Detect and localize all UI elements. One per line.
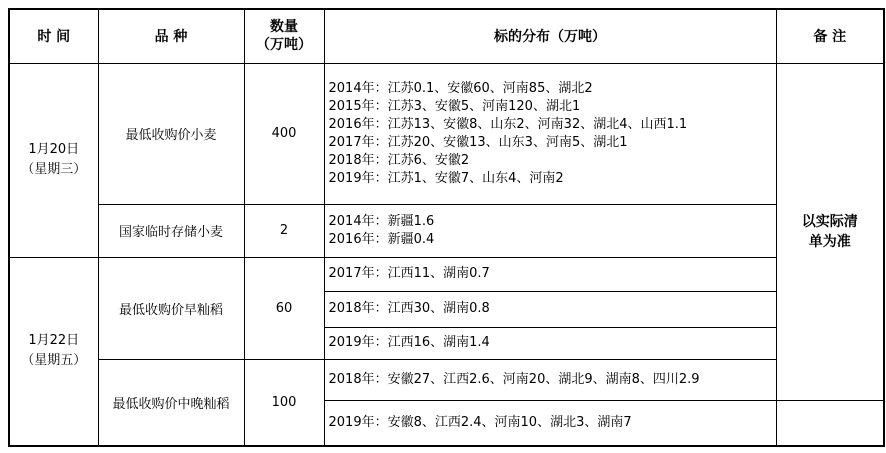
- distribution-cell: [324, 291, 776, 327]
- date-cell: [9, 63, 98, 257]
- distribution-line: 2018年：江西30、湖南0.8: [328, 301, 490, 316]
- distribution-line: 2018年：安徽27、江西2.6、河南20、湖北9、湖南8、四川2.9: [328, 371, 700, 387]
- variety-cell: 最低收购价小麦: [98, 63, 244, 204]
- auction-schedule-table: [8, 8, 885, 447]
- remarks-cell: [776, 63, 884, 400]
- variety-cell: 最低收购价早籼稻: [98, 257, 244, 359]
- weekday-text: （星期三）: [21, 162, 87, 177]
- distribution-line: 2017年：江苏20、安徽13、山东3、河南5、湖北1: [328, 134, 628, 150]
- distribution-cell: [324, 257, 776, 291]
- distribution-line: 2019年：江苏1、安徽7、山东4、河南2: [328, 170, 564, 186]
- distribution-line: 2014年：新疆1.6: [328, 213, 435, 229]
- header-distribution: 标的分布（万吨）: [324, 9, 776, 63]
- distribution-cell: [324, 400, 776, 446]
- distribution-line: 2016年：新疆0.4: [328, 231, 435, 247]
- weekday-text: （星期五）: [21, 353, 87, 369]
- quantity-cell: 400: [244, 63, 324, 204]
- quantity-cell: 2: [244, 204, 324, 257]
- remarks-text: 以实际清单为准: [801, 213, 858, 250]
- distribution-line: 2018年：江苏6、安徽2: [328, 152, 470, 168]
- header-quantity: [244, 9, 324, 63]
- header-quantity-text: 数量 （万吨）: [256, 19, 312, 54]
- header-variety: 品 种: [98, 9, 244, 63]
- distribution-line: 2019年：安徽8、江西2.4、河南10、湖北3、湖南7: [328, 414, 632, 430]
- table-row: [9, 63, 884, 204]
- quantity-cell: 100: [244, 359, 324, 446]
- distribution-line: 2016年：江苏13、安徽8、山东2、河南32、湖北4、山西1.1: [328, 116, 688, 132]
- header-remarks: 备 注: [776, 9, 884, 63]
- distribution-cell: [324, 204, 776, 257]
- distribution-cell: [324, 327, 776, 359]
- table-row: [9, 257, 884, 291]
- date-cell: [9, 257, 98, 446]
- table-row: [9, 359, 884, 400]
- date-text: 1月20日: [28, 142, 80, 157]
- table-row: [9, 204, 884, 257]
- distribution-line: 2019年：江西16、湖南1.4: [328, 335, 490, 350]
- distribution-cell: [324, 359, 776, 400]
- distribution-line: 2014年：江苏0.1、安徽60、河南85、湖北2: [328, 80, 593, 96]
- date-text: 1月22日: [28, 333, 80, 349]
- variety-cell: 国家临时存储小麦: [98, 204, 244, 257]
- distribution-line: 2015年：江苏3、安徽5、河南120、湖北1: [328, 98, 581, 114]
- distribution-cell: [324, 63, 776, 204]
- header-row: [9, 9, 884, 63]
- quantity-cell: 60: [244, 257, 324, 359]
- distribution-line: 2017年：江西11、湖南0.7: [328, 266, 490, 281]
- header-time: 时 间: [9, 9, 98, 63]
- variety-cell: 最低收购价中晚籼稻: [98, 359, 244, 446]
